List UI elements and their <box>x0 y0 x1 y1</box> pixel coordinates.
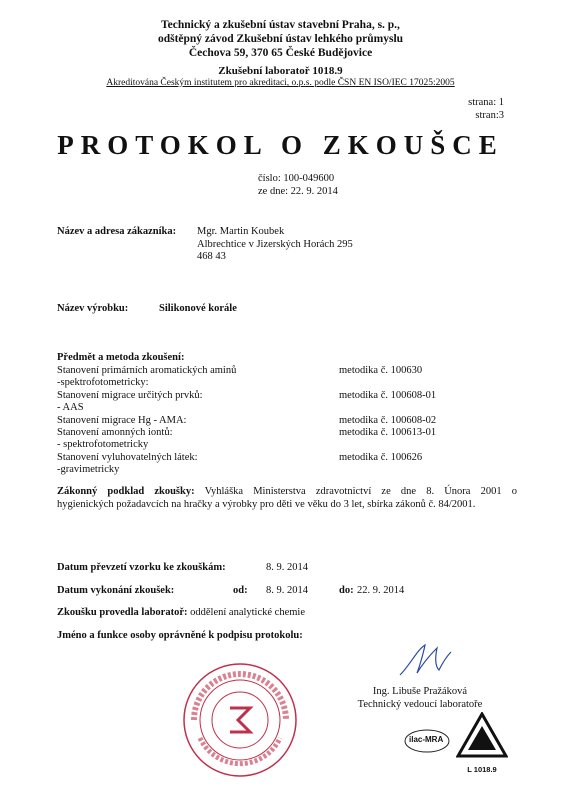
header-institute <box>0 18 561 60</box>
method-3: Stanovení amonných iontů: - spektrofotometricky <box>57 426 173 450</box>
protocol-number: číslo: 100-049600 ze dne: 22. 9. 2014 <box>258 173 338 197</box>
signer-role: Technický vedoucí laboratoře <box>357 699 483 710</box>
page-count: strana: 1 stran:3 <box>468 97 504 121</box>
method-0: Stanovení primárních aromatických aminů -spektrofotometricky: <box>57 364 237 388</box>
legal-text-2: hygienických požadavcích na hračky a výrobky pro děti ve věku do 3 let, sbírka zákonů č. 84/2001. <box>57 498 476 510</box>
header-line2: odštěpný závod Zkušební ústav lehkého průmyslu <box>157 33 404 45</box>
method-0-code: metodika č. 100630 <box>339 364 423 376</box>
customer-name: Mgr. Martin Koubek <box>197 226 285 237</box>
signature-label: Jméno a funkce osoby oprávněné k podpisu protokolu: <box>57 630 303 641</box>
lab-value: oddělení analytické chemie <box>190 607 305 618</box>
official-stamp-icon <box>180 660 300 780</box>
legal-text-1: Vyhláška Ministerstva zdravotnictví ze dne 8. Února 2001 o <box>204 486 518 497</box>
method-2: Stanovení migrace Hg - AMA: <box>57 414 187 426</box>
testing-from: 8. 9. 2014 <box>266 585 308 596</box>
signature-scribble <box>395 640 455 680</box>
header-lab: Zkušební laboratoř 1018.9 <box>218 65 343 77</box>
receipt-date: 8. 9. 2014 <box>266 562 308 573</box>
cai-triangle-icon <box>456 712 508 760</box>
subject-label: Předmět a metoda zkoušení: <box>57 352 185 363</box>
subject-block <box>57 352 517 477</box>
cai-accreditation-logo <box>456 712 508 774</box>
method-1: Stanovení migrace určitých prvků: - AAS <box>57 389 203 413</box>
header-line3: Čechova 59, 370 65 České Budějovice <box>188 47 373 59</box>
method-3-code: metodika č. 100613-01 <box>339 426 437 438</box>
customer-label: Název a adresa zákazníka: <box>57 226 177 237</box>
lab-row <box>57 607 517 620</box>
lab-label: Zkoušku provedla laboratoř: <box>57 607 188 618</box>
method-4-code: metodika č. 100626 <box>339 451 423 463</box>
method-4: Stanovení vyluhovatelných látek: -gravimetricky <box>57 451 198 475</box>
cai-logo-label: L 1018.9 <box>467 765 497 774</box>
testing-label: Datum vykonání zkoušek: <box>57 585 175 596</box>
method-1-code: metodika č. 100608-01 <box>339 389 437 401</box>
signer-block <box>345 685 495 711</box>
methods-list <box>57 365 517 477</box>
ilac-mra-logo: ilac-MRA <box>403 728 451 754</box>
receipt-label: Datum převzetí vzorku ke zkouškám: <box>57 562 226 573</box>
legal-block <box>57 486 517 511</box>
testing-to: 22. 9. 2014 <box>357 585 405 596</box>
document-title: PROTOKOL O ZKOUŠCE <box>57 130 504 160</box>
product-label: Název výrobku: <box>57 303 129 314</box>
signer-name: Ing. Libuše Pražáková <box>372 686 468 697</box>
product-value: Silikonové korále <box>159 303 237 314</box>
header-line1: Technický a zkušební ústav stavební Praha, s. p., <box>161 19 400 31</box>
legal-label: Zákonný podklad zkoušky: <box>57 486 195 497</box>
customer-address: Albrechtice v Jizerských Horách 295 <box>197 238 353 250</box>
customer-zip: 468 43 <box>197 251 226 262</box>
header-accreditation: Akreditována Českým institutem pro akreditaci, o.p.s. podle ČSN EN ISO/IEC 17025:2005 <box>106 78 455 88</box>
protocol-date: ze dne: 22. 9. 2014 <box>258 186 338 197</box>
method-2-code: metodika č. 100608-02 <box>339 414 437 426</box>
